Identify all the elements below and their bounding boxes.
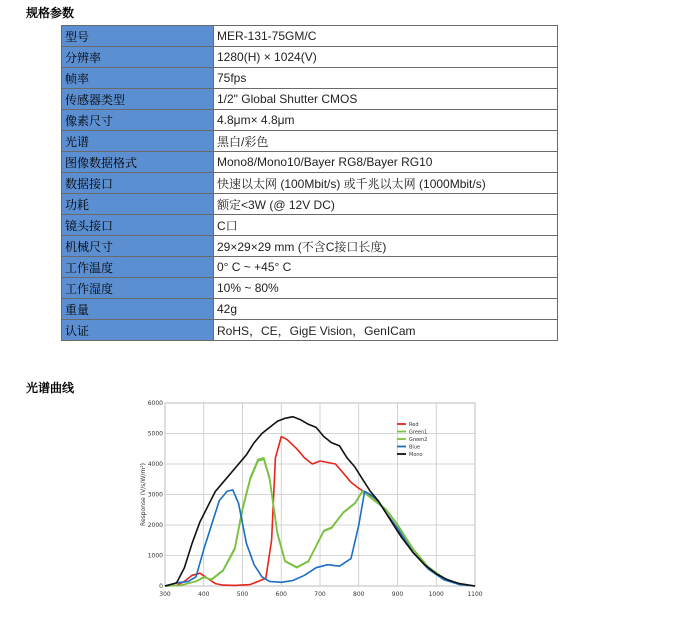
y-tick-label: 0 (159, 583, 163, 590)
spec-value: 快速以太网 (100Mbit/s) 或千兆以太网 (1000Mbit/s) (214, 173, 558, 194)
spec-value: 1280(H) × 1024(V) (214, 47, 558, 68)
spec-row (62, 26, 558, 47)
legend-label: Blue (409, 444, 421, 451)
spec-value: 1/2" Global Shutter CMOS (214, 89, 558, 110)
y-tick-label: 1000 (147, 552, 163, 560)
spec-row (62, 47, 558, 68)
spec-key: 数据接口 (62, 173, 214, 194)
spec-value: 29×29×29 mm (不含C接口长度) (214, 236, 558, 257)
spec-section-title: 规格参数 (26, 6, 75, 20)
spec-value: 黑白/彩色 (214, 131, 558, 152)
x-tick-label: 1000 (428, 591, 444, 598)
spec-row (62, 110, 558, 131)
spec-row (62, 320, 558, 341)
y-tick-label: 4000 (147, 461, 163, 468)
spec-key: 重量 (62, 299, 214, 320)
spec-key: 镜头接口 (62, 215, 214, 236)
spec-row (62, 152, 558, 173)
spec-value: 75fps (214, 68, 558, 89)
spec-row (62, 257, 558, 278)
x-tick-label: 900 (391, 591, 404, 598)
spec-row (62, 173, 558, 194)
y-axis-label: Response (V/s/W/m²) (140, 463, 147, 526)
spec-key: 功耗 (62, 194, 214, 215)
spec-value: Mono8/Mono10/Bayer RG8/Bayer RG10 (214, 152, 558, 173)
legend-label: Green1 (409, 429, 428, 436)
legend-label: Green2 (409, 437, 428, 443)
legend-label: Mono (409, 452, 423, 458)
spec-key: 图像数据格式 (62, 152, 214, 173)
spec-key: 帧率 (62, 68, 214, 89)
spec-row (62, 278, 558, 299)
spec-value: 42g (214, 299, 558, 320)
spec-value: C口 (214, 215, 558, 236)
x-tick-label: 400 (198, 591, 210, 598)
spec-value: 4.8μm× 4.8μm (214, 110, 558, 131)
x-tick-label: 500 (236, 591, 249, 598)
spec-row (62, 89, 558, 110)
spec-key: 传感器类型 (62, 89, 214, 110)
spec-value: MER-131-75GM/C (214, 26, 558, 47)
y-tick-label: 3000 (147, 491, 163, 499)
spectral-response-chart (135, 396, 483, 601)
y-tick-label: 5000 (147, 430, 163, 438)
y-tick-label: 6000 (147, 400, 163, 407)
x-tick-label: 300 (159, 591, 171, 598)
spec-key: 分辨率 (62, 47, 214, 68)
spec-key: 认证 (62, 320, 214, 341)
x-tick-label: 800 (353, 591, 365, 598)
y-tick-label: 2000 (147, 522, 163, 529)
spec-value: RoHS，CE，GigE Vision，GenICam (214, 320, 558, 341)
spec-key: 型号 (62, 26, 214, 47)
spec-key: 工作湿度 (62, 278, 214, 299)
spec-row (62, 299, 558, 320)
spec-value: 10% ~ 80% (214, 278, 558, 299)
spec-row (62, 194, 558, 215)
spec-value: 0° C ~ +45° C (214, 257, 558, 278)
x-tick-label: 700 (314, 591, 326, 598)
spec-value: 额定<3W (@ 12V DC) (214, 194, 558, 215)
spec-table (61, 25, 558, 341)
spectral-section-title: 光谱曲线 (26, 381, 75, 395)
spec-key: 像素尺寸 (62, 110, 214, 131)
spec-key: 机械尺寸 (62, 236, 214, 257)
x-tick-label: 1100 (467, 591, 483, 598)
spec-key: 工作温度 (62, 257, 214, 278)
spec-row (62, 215, 558, 236)
spec-row (62, 131, 558, 152)
spec-row (62, 236, 558, 257)
spec-key: 光谱 (62, 131, 214, 152)
x-tick-label: 600 (275, 591, 287, 598)
spec-row (62, 68, 558, 89)
legend-label: Red (409, 422, 419, 428)
